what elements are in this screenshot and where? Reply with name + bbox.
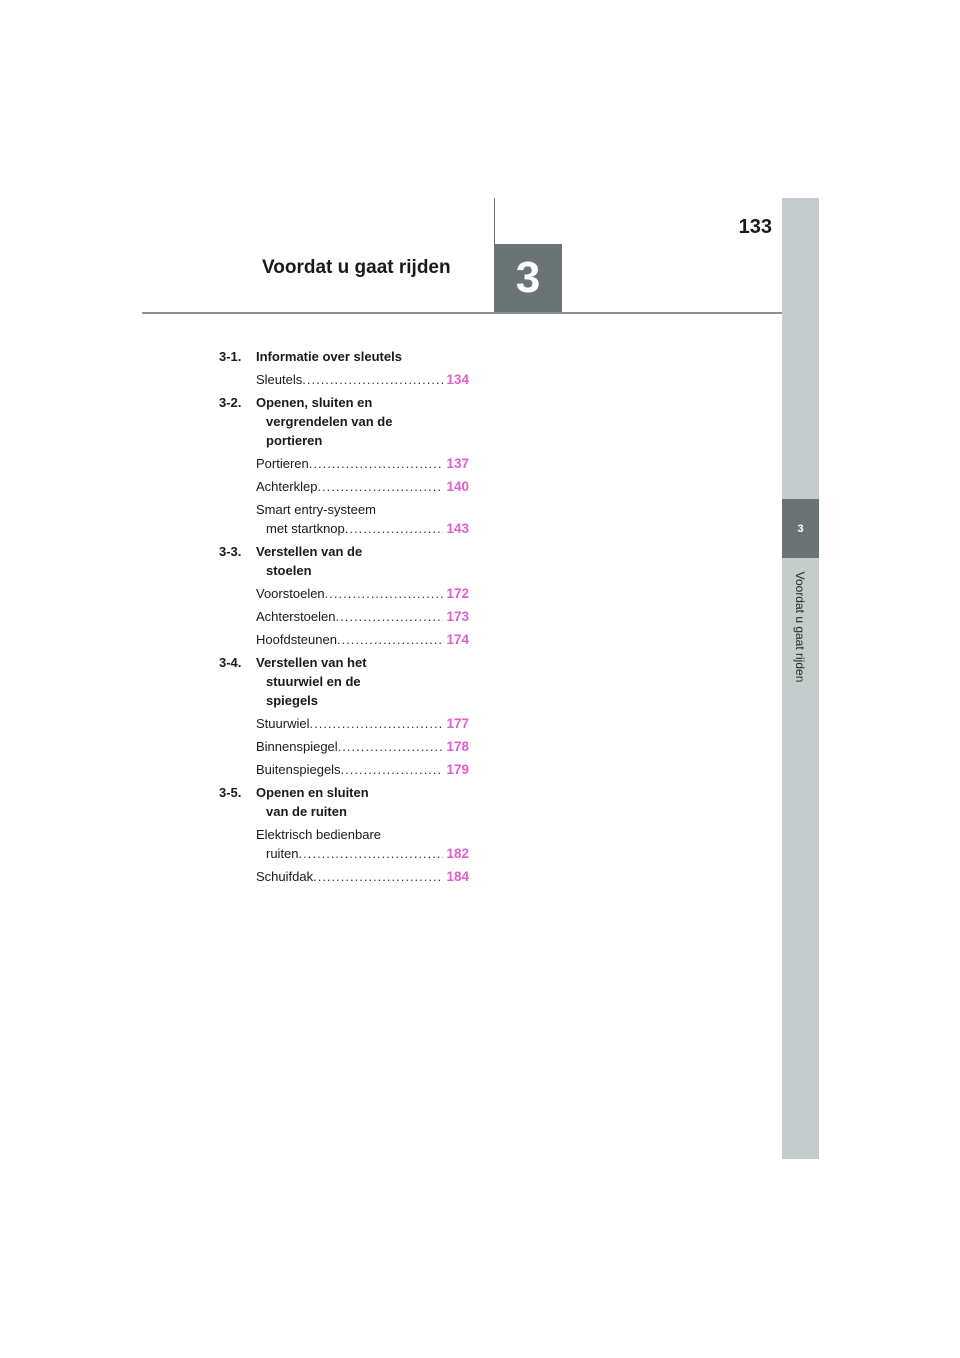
entry-page-link[interactable]: 174	[446, 632, 469, 647]
entry-page-link[interactable]: 137	[446, 456, 469, 471]
entry-label: Smart entry-systeem	[256, 502, 376, 517]
entry-page-link[interactable]: 140	[446, 479, 469, 494]
entry-page-link[interactable]: 172	[446, 586, 469, 601]
toc-entry-schuifdak[interactable]	[256, 867, 469, 886]
dot-leader	[302, 370, 443, 389]
entry-label-cont: met startknop	[266, 521, 345, 536]
section-title-cont: stoelen	[266, 563, 312, 578]
entry-label: Sleutels	[256, 372, 303, 387]
section-number: 3-1.	[219, 349, 242, 364]
dot-leader	[338, 737, 444, 756]
toc-section-3-2	[219, 393, 469, 450]
toc-section-3-4	[219, 653, 469, 710]
section-title-cont: van de ruiten	[266, 804, 347, 819]
section-number: 3-3.	[219, 544, 242, 559]
section-title-cont: portieren	[266, 433, 323, 448]
section-number: 3-5.	[219, 785, 242, 800]
page-number: 133	[738, 216, 772, 238]
entry-label: Buitenspiegels	[256, 762, 341, 777]
entry-label: Achterstoelen	[256, 609, 336, 624]
entry-page-link[interactable]: 182	[446, 846, 469, 861]
chapter-number-box: 3	[494, 244, 562, 312]
section-title: Informatie over sleutels	[256, 349, 402, 364]
toc-entry-sleutels[interactable]	[256, 370, 469, 389]
section-title: Openen en sluiten	[256, 785, 369, 800]
dot-leader	[299, 844, 444, 863]
section-title: Openen, sluiten en	[256, 395, 373, 410]
table-of-contents	[219, 347, 469, 890]
toc-section-3-3	[219, 542, 469, 580]
dot-leader	[337, 630, 444, 649]
toc-entry-achterstoelen[interactable]	[256, 607, 469, 626]
sidebar-chapter-tab[interactable]: 3	[782, 499, 819, 558]
toc-entry-achterklep[interactable]	[256, 477, 469, 496]
entry-label: Schuifdak	[256, 869, 314, 884]
toc-entry-stuurwiel[interactable]	[256, 714, 469, 733]
toc-entry-binnenspiegel[interactable]	[256, 737, 469, 756]
entry-page-link[interactable]: 184	[446, 869, 469, 884]
dot-leader	[336, 607, 444, 626]
toc-entry-hoofdsteunen[interactable]	[256, 630, 469, 649]
entry-page-link[interactable]: 178	[446, 739, 469, 754]
entry-page-link[interactable]: 177	[446, 716, 469, 731]
dot-leader	[309, 454, 444, 473]
section-title-cont: stuurwiel en de	[266, 674, 361, 689]
header-divider-horizontal	[142, 312, 782, 314]
dot-leader	[345, 519, 444, 538]
section-title-cont: vergrendelen van de	[266, 414, 393, 429]
toc-entry-ruiten[interactable]	[256, 825, 469, 863]
dot-leader	[309, 714, 443, 733]
sidebar-chapter-label: Voordat u gaat rijden	[793, 571, 807, 683]
entry-page-link[interactable]: 173	[446, 609, 469, 624]
dot-leader	[341, 760, 444, 779]
toc-entry-portieren[interactable]	[256, 454, 469, 473]
section-number: 3-2.	[219, 395, 242, 410]
section-title: Verstellen van het	[256, 655, 367, 670]
toc-entry-smart-entry[interactable]	[256, 500, 469, 538]
dot-leader	[313, 867, 443, 886]
toc-section-3-1	[219, 347, 469, 366]
entry-label-cont: ruiten	[266, 846, 299, 861]
section-title: Verstellen van de	[256, 544, 363, 559]
toc-entry-buitenspiegels[interactable]	[256, 760, 469, 779]
section-title-cont: spiegels	[266, 693, 319, 708]
entry-page-link[interactable]: 143	[446, 521, 469, 536]
entry-label: Achterklep	[256, 479, 318, 494]
dot-leader	[325, 584, 444, 603]
entry-page-link[interactable]: 179	[446, 762, 469, 777]
toc-section-3-5	[219, 783, 469, 821]
entry-label: Stuurwiel	[256, 716, 310, 731]
entry-label: Hoofdsteunen	[256, 632, 337, 647]
entry-label: Portieren	[256, 456, 309, 471]
toc-entry-voorstoelen[interactable]	[256, 584, 469, 603]
entry-label: Voorstoelen	[256, 586, 325, 601]
entry-label: Binnenspiegel	[256, 739, 338, 754]
dot-leader	[317, 477, 443, 496]
entry-page-link[interactable]: 134	[446, 372, 469, 387]
entry-label: Elektrisch bedienbare	[256, 827, 382, 842]
header-divider-vertical	[494, 198, 495, 244]
section-number: 3-4.	[219, 655, 242, 670]
chapter-title: Voordat u gaat rijden	[262, 257, 451, 278]
